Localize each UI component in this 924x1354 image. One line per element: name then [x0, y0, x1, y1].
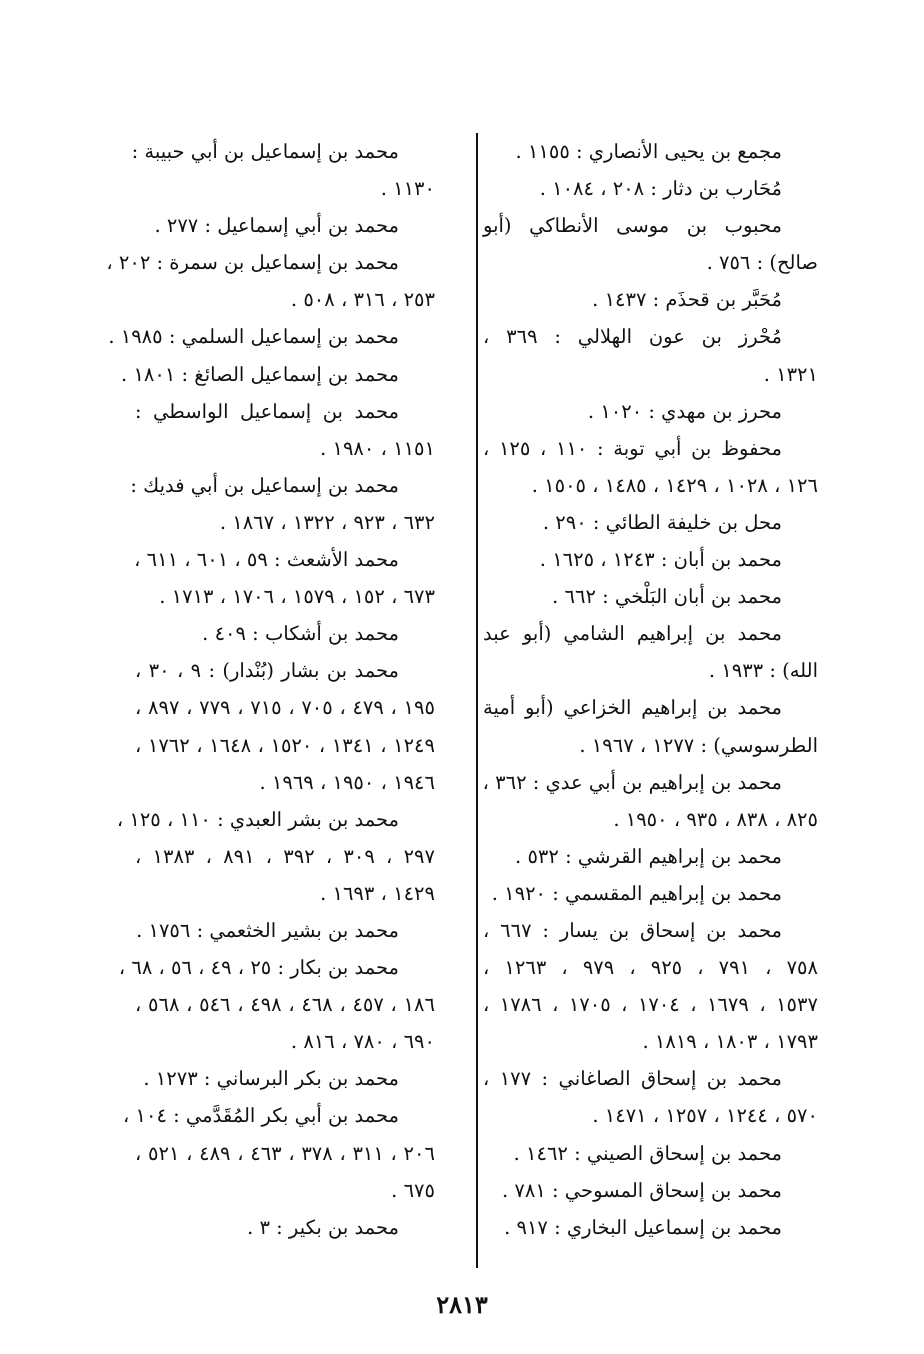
index-entry-continuation: ١٨٦ ، ٤٥٧ ، ٤٦٨ ، ٤٩٨ ، ٥٤٦ ، ٥٦٨ ،: [135, 993, 435, 1017]
index-entry-continuation: ١٥٣٧ ، ١٦٧٩ ، ١٧٠٤ ، ١٧٠٥ ، ١٧٨٦ ،: [483, 993, 818, 1017]
index-entry: محمد بن إبراهيم المقسمي : ١٩٢٠ .: [491, 881, 782, 905]
column-divider: [476, 133, 478, 1268]
index-entry-continuation: ٨٢٥ ، ٨٣٨ ، ٩٣٥ ، ١٩٥٠ .: [613, 807, 818, 831]
index-entry: محمد بن إسماعيل بن سمرة : ٢٠٢ ،: [106, 251, 399, 275]
index-entry: مُحْرز بن عون الهلالي : ٣٦٩ ،: [483, 325, 783, 349]
index-entry-continuation: ١٢٦ ، ١٠٢٨ ، ١٤٢٩ ، ١٤٨٥ ، ١٥٠٥ .: [531, 473, 818, 497]
index-entry: محمد بن أبان البَلْخي : ٦٦٢ .: [552, 585, 782, 609]
index-entry: محمد بن إسحاق الصيني : ١٤٦٢ .: [513, 1141, 782, 1165]
index-entry: محمد بن إسماعيل البخاري : ٩١٧ .: [504, 1215, 782, 1239]
index-entry-continuation: ٦٧٣ ، ١٥٢ ، ١٥٧٩ ، ١٧٠٦ ، ١٧١٣ .: [159, 585, 435, 609]
index-entry: محمد بن إسماعيل بن أبي فديك :: [130, 473, 399, 497]
page-number: ٢٨١٣: [436, 1290, 488, 1319]
index-entry-continuation: ١١٣٠ .: [380, 177, 435, 201]
index-entry-continuation: ٦٧٥ .: [391, 1178, 435, 1202]
index-entry-continuation: صالح) : ٧٥٦ .: [706, 251, 818, 275]
index-entry-continuation: ٦٩٠ ، ٧٨٠ ، ٨١٦ .: [290, 1030, 435, 1054]
index-entry: محمد بن إسماعيل السلمي : ١٩٨٥ .: [108, 325, 399, 349]
index-entry: محمد بن إبراهيم بن أبي عدي : ٣٦٢ ،: [482, 770, 782, 794]
index-entry: محبوب بن موسى الأنطاكي (أبو: [483, 214, 782, 238]
index-entry-continuation: ١٣٢١ .: [763, 362, 818, 386]
index-entry-continuation: ٢٩٧ ، ٣٠٩ ، ٣٩٢ ، ٨٩١ ، ١٣٨٣ ،: [135, 844, 435, 868]
index-entry: محمد بن إسحاق الصاغاني : ١٧٧ ،: [483, 1067, 782, 1091]
index-entry: محمد بن إسماعيل الواسطي :: [135, 399, 399, 423]
index-entry-continuation: الطرسوسي) : ١٢٧٧ ، ١٩٦٧ .: [579, 733, 818, 757]
index-entry: مُحَبَّر بن قحذَم : ١٤٣٧ .: [592, 288, 782, 312]
index-entry: محل بن خليفة الطائي : ٢٩٠ .: [542, 510, 782, 534]
index-entry: محمد بن أبان : ١٢٤٣ ، ١٦٢٥ .: [539, 548, 782, 572]
index-entry: محفوظ بن أبي توبة : ١١٠ ، ١٢٥ ،: [483, 436, 782, 460]
index-entry-continuation: الله) : ١٩٣٣ .: [708, 659, 818, 683]
index-entry: محمد بن إسماعيل الصائغ : ١٨٠١ .: [121, 362, 399, 386]
index-entry-continuation: ١٢٤٩ ، ١٣٤١ ، ١٥٢٠ ، ١٦٤٨ ، ١٧٦٢ ،: [135, 733, 435, 757]
index-column-right: [483, 133, 818, 1246]
index-entry: محمد بن إبراهيم الخزاعي (أبو أمية: [483, 696, 782, 720]
index-entry-continuation: ٦٣٢ ، ٩٢٣ ، ١٣٢٢ ، ١٨٦٧ .: [219, 510, 435, 534]
index-entry: محمد بن أشكاب : ٤٠٩ .: [202, 622, 399, 646]
index-entry: محمد الأشعث : ٥٩ ، ٦٠١ ، ٦١١ ،: [134, 548, 399, 572]
index-entry: محمد بن إسحاق المسوحي : ٧٨١ .: [501, 1178, 782, 1202]
index-entry-continuation: ٥٧٠ ، ١٢٤٤ ، ١٢٥٧ ، ١٤٧١ .: [592, 1104, 818, 1128]
index-entry: محمد بن أبي إسماعيل : ٢٧٧ .: [154, 214, 399, 238]
index-entry: محرز بن مهدي : ١٠٢٠ .: [587, 399, 782, 423]
index-entry: مُحَارب بن دثار : ٢٠٨ ، ١٠٨٤ .: [539, 177, 782, 201]
index-entry-continuation: ١٩٤٦ ، ١٩٥٠ ، ١٩٦٩ .: [259, 770, 435, 794]
index-entry: محمد بن بكار : ٢٥ ، ٤٩ ، ٥٦ ، ٦٨ ،: [118, 956, 399, 980]
index-entry-continuation: ١٩٥ ، ٤٧٩ ، ٧٠٥ ، ٧١٥ ، ٧٧٩ ، ٨٩٧ ،: [135, 696, 435, 720]
index-entry: محمد بن أبي بكر المُقَدَّمي : ١٠٤ ،: [123, 1104, 399, 1128]
index-entry: محمد بن إبراهيم الشامي (أبو عبد: [483, 622, 782, 646]
index-entry: محمد بن بشار (بُنْدار) : ٩ ، ٣٠ ،: [135, 659, 399, 683]
index-entry: محمد بن إبراهيم القرشي : ٥٣٢ .: [515, 844, 782, 868]
index-entry-continuation: ٧٥٨ ، ٧٩١ ، ٩٢٥ ، ٩٧٩ ، ١٢٦٣ ،: [483, 956, 818, 980]
index-entry: محمد بن بشير الخثعمي : ١٧٥٦ .: [136, 918, 399, 942]
index-entry-continuation: ٢٠٦ ، ٣١١ ، ٣٧٨ ، ٤٦٣ ، ٤٨٩ ، ٥٢١ ،: [135, 1141, 435, 1165]
index-entry-continuation: ١٧٩٣ ، ١٨٠٣ ، ١٨١٩ .: [642, 1030, 818, 1054]
index-entry: محمد بن بكير : ٣ .: [247, 1215, 399, 1239]
index-column-left: [106, 133, 435, 1246]
index-entry: محمد بن بشر العبدي : ١١٠ ، ١٢٥ ،: [116, 807, 399, 831]
index-entry-continuation: ١١٥١ ، ١٩٨٠ .: [320, 436, 435, 460]
index-entry: محمد بن بكر البرساني : ١٢٧٣ .: [143, 1067, 399, 1091]
index-entry: محمد بن إسماعيل بن أبي حبيبة :: [131, 140, 399, 163]
index-entry-continuation: ٢٥٣ ، ٣١٦ ، ٥٠٨ .: [290, 288, 435, 312]
index-entry: مجمع بن يحيى الأنصاري : ١١٥٥ .: [515, 140, 782, 163]
index-entry-continuation: ١٤٢٩ ، ١٦٩٣ .: [320, 881, 435, 905]
index-entry: محمد بن إسحاق بن يسار : ٦٦٧ ،: [483, 918, 782, 942]
